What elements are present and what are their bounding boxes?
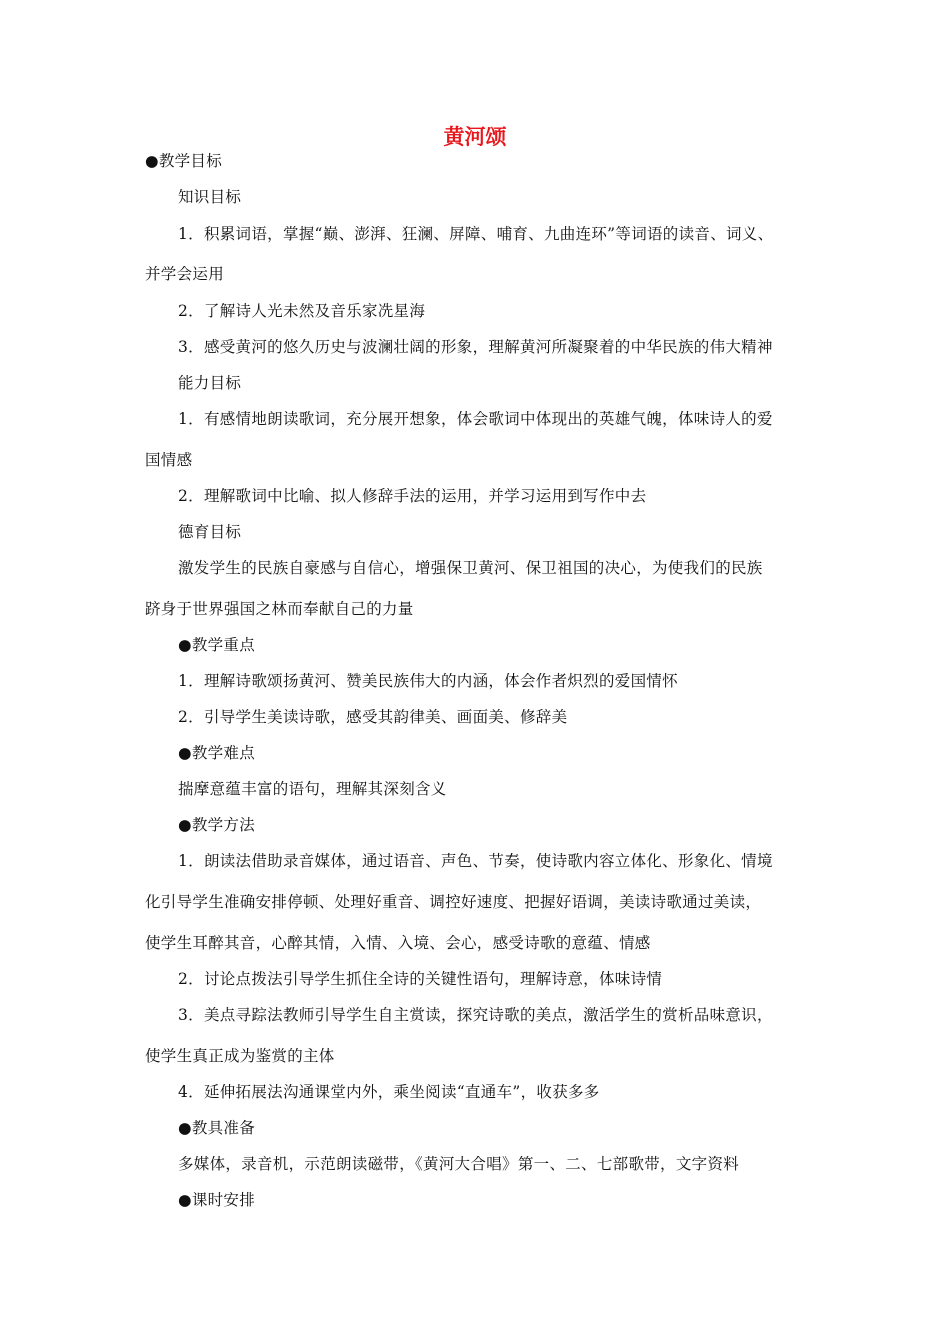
paragraph-line: 1．朗读法借助录音媒体，通过语音、声色、节奏，使诗歌内容立体化、形象化、情境 — [178, 852, 773, 870]
section-heading-key-points: ●教学重点 — [178, 636, 256, 654]
paragraph-line: 2．引导学生美读诗歌，感受其韵律美、画面美、修辞美 — [178, 708, 568, 726]
section-heading-teaching-aids: ●教具准备 — [178, 1119, 256, 1137]
paragraph-line: 并学会运用 — [145, 265, 225, 283]
paragraph-line: 1．理解诗歌颂扬黄河、赞美民族伟大的内涵，体会作者炽烈的爱国情怀 — [178, 672, 678, 690]
section-heading-schedule: ●课时安排 — [178, 1191, 256, 1209]
paragraph-line: 2．了解诗人光未然及音乐家冼星海 — [178, 302, 426, 320]
paragraph-line: 3．美点寻踪法教师引导学生自主赏读，探究诗歌的美点，激活学生的赏析品味意识， — [178, 1006, 773, 1024]
section-heading-difficulties: ●教学难点 — [178, 744, 256, 762]
paragraph-line: 揣摩意蕴丰富的语句，理解其深刻含义 — [178, 780, 447, 798]
paragraph-line: 4．延伸拓展法沟通课堂内外，乘坐阅读“直通车”，收获多多 — [178, 1083, 600, 1101]
paragraph-line: 2．理解歌词中比喻、拟人修辞手法的运用，并学习运用到写作中去 — [178, 487, 647, 505]
subheading-moral-goals: 德育目标 — [178, 523, 242, 541]
paragraph-line: 使学生真正成为鉴赏的主体 — [145, 1047, 335, 1065]
section-heading-teaching-goals: ●教学目标 — [145, 152, 223, 170]
paragraph-line: 国情感 — [145, 451, 193, 469]
subheading-ability-goals: 能力目标 — [178, 374, 242, 392]
document-title: 黄河颂 — [443, 125, 507, 149]
paragraph-line: 使学生耳醉其音，心醉其情，入情、入境、会心，感受诗歌的意蕴、情感 — [145, 934, 651, 952]
paragraph-line: 跻身于世界强国之林而奉献自己的力量 — [145, 600, 414, 618]
subheading-knowledge-goals: 知识目标 — [178, 188, 242, 206]
section-heading-methods: ●教学方法 — [178, 816, 256, 834]
paragraph-line: 多媒体，录音机，示范朗读磁带，《黄河大合唱》第一、二、七部歌带，文字资料 — [178, 1155, 740, 1173]
paragraph-line: 3．感受黄河的悠久历史与波澜壮阔的形象，理解黄河所凝聚着的中华民族的伟大精神 — [178, 338, 773, 356]
paragraph-line: 2．讨论点拨法引导学生抓住全诗的关键性语句，理解诗意，体味诗情 — [178, 970, 663, 988]
paragraph-line: 1．积累词语，掌握“巅、澎湃、狂澜、屏障、哺育、九曲连环”等词语的读音、词义、 — [178, 225, 774, 243]
paragraph-line: 激发学生的民族自豪感与自信心，增强保卫黄河、保卫祖国的决心，为使我们的民族 — [178, 559, 763, 577]
paragraph-line: 化引导学生准确安排停顿、处理好重音、调控好速度、把握好语调，美读诗歌通过美读， — [145, 893, 762, 911]
paragraph-line: 1．有感情地朗读歌词，充分展开想象，体会歌词中体现出的英雄气魄，体味诗人的爱 — [178, 410, 773, 428]
